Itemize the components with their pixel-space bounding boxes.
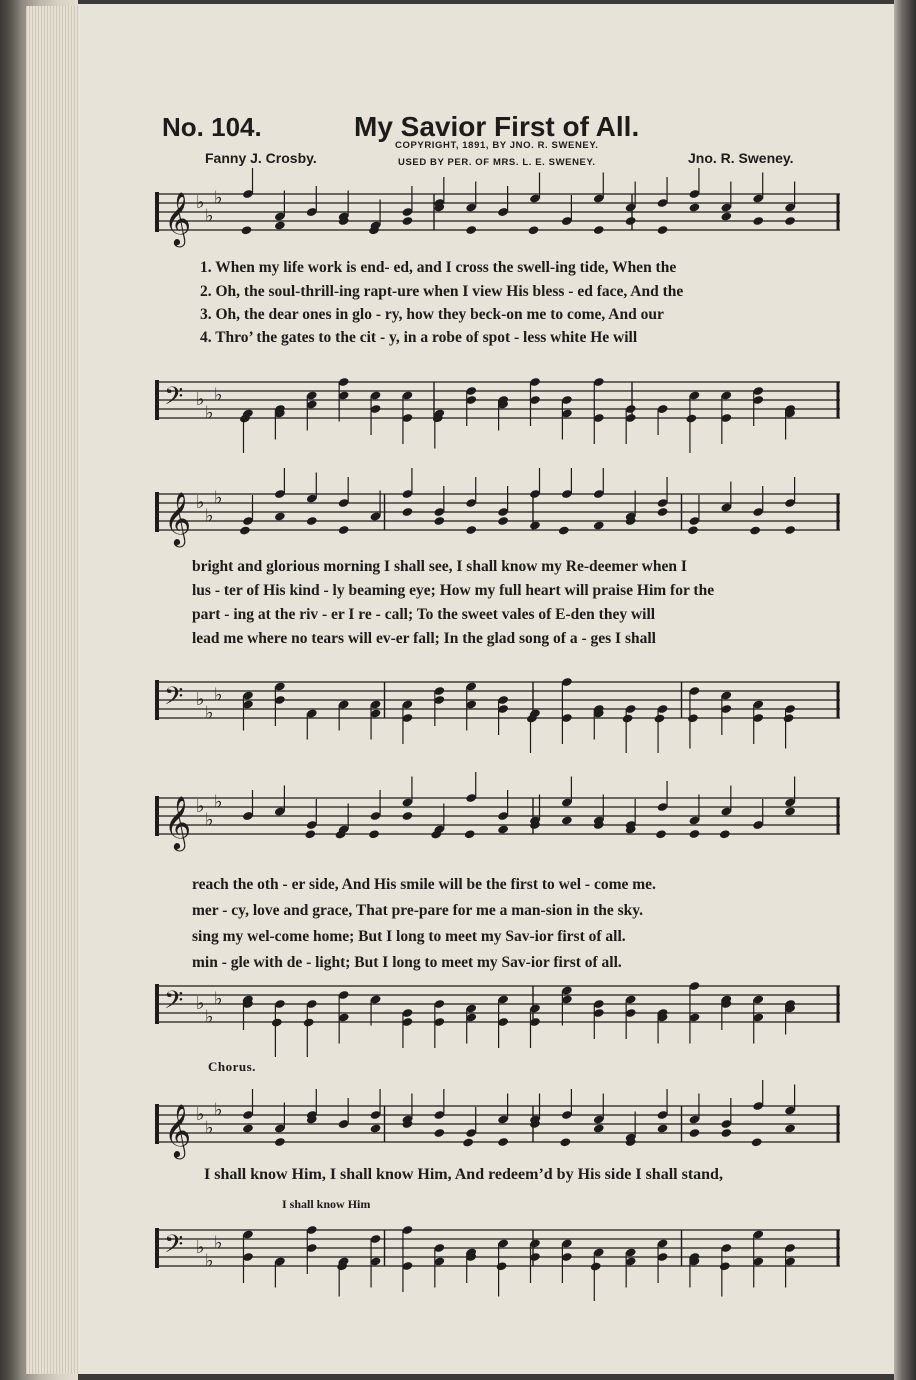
permission-line: USED BY PER. OF MRS. L. E. SWENEY. — [398, 157, 596, 168]
svg-text:♭: ♭ — [214, 1232, 223, 1254]
verse-3-line-a: 3. Oh, the dear ones in glo - ry, how they beck-on me to come, And our — [200, 306, 664, 323]
lyricist: Fanny J. Crosby. — [205, 150, 317, 166]
composer: Jno. R. Sweney. — [688, 150, 794, 166]
system-3-bass-staff — [156, 972, 840, 1052]
chorus-bass-staff — [156, 1216, 840, 1286]
svg-text:♭: ♭ — [196, 192, 205, 213]
verse-2-line-a: 2. Oh, the soul-thrill-ing rapt-ure when I view His bless - ed face, And the — [200, 283, 684, 300]
hymn-title: My Savior First of All. — [354, 111, 640, 142]
svg-text:♭: ♭ — [205, 1250, 214, 1272]
svg-text:♭: ♭ — [205, 505, 214, 527]
svg-text:♭: ♭ — [205, 809, 214, 831]
svg-text:♭: ♭ — [214, 487, 223, 509]
svg-text:♭: ♭ — [196, 1104, 205, 1125]
system-1-treble-staff — [156, 180, 840, 250]
verse-4-line-b: lead me where no tears will ev-er fall; In the glad song of a - ges I shall — [192, 630, 656, 647]
system-1-bass-staff — [156, 368, 840, 448]
verse-2-line-b: lus - ter of His kind - ly beaming eye; How my full heart will praise Him for the — [192, 582, 715, 599]
svg-text:♭: ♭ — [205, 402, 214, 424]
svg-text:𝄞: 𝄞 — [164, 795, 192, 849]
chorus-label: Chorus. — [208, 1059, 256, 1074]
book-right-edge — [894, 0, 916, 1380]
system-3-treble-staff — [156, 784, 840, 854]
svg-text:♭: ♭ — [196, 993, 205, 1014]
svg-text:♭: ♭ — [205, 1006, 214, 1028]
svg-text:𝄞: 𝄞 — [164, 491, 192, 545]
chorus-treble-staff — [156, 1092, 840, 1158]
copyright-line: COPYRIGHT, 1891, BY JNO. R. SWENEY. — [395, 140, 599, 151]
svg-text:♭: ♭ — [196, 796, 205, 817]
system-2-bass-staff — [156, 668, 840, 738]
svg-text:𝄢: 𝄢 — [164, 986, 184, 1021]
svg-text:𝄞: 𝄞 — [164, 191, 192, 245]
verse-1-line-c: reach the oth - er side, And His smile will be the first to wel - come me. — [192, 876, 656, 893]
svg-text:♭: ♭ — [196, 689, 205, 710]
svg-text:♭: ♭ — [205, 205, 214, 227]
svg-text:♭: ♭ — [196, 1237, 205, 1258]
verse-1-line-b: bright and glorious morning I shall see, I shall know my Re-deemer when I — [192, 558, 687, 575]
svg-text:𝄞: 𝄞 — [164, 1103, 192, 1157]
verse-1-line-a: 1. When my life work is end- ed, and I cross the swell-ing tide, When the — [200, 259, 677, 276]
svg-text:♭: ♭ — [214, 791, 223, 813]
svg-text:𝄢: 𝄢 — [164, 1230, 184, 1265]
verse-4-line-c: min - gle with de - light; But I long to meet my Sav-ior first of all. — [192, 954, 622, 971]
hymn-number: No. 104. — [162, 112, 262, 142]
svg-text:♭: ♭ — [196, 389, 205, 410]
system-2-treble-staff — [156, 480, 840, 550]
svg-text:𝄢: 𝄢 — [164, 382, 184, 417]
verse-4-line-a: 4. Thro’ the gates to the cit - y, in a robe of spot - less white He will — [200, 329, 638, 346]
svg-text:♭: ♭ — [214, 384, 223, 406]
svg-text:♭: ♭ — [214, 988, 223, 1010]
svg-text:𝄢: 𝄢 — [164, 682, 184, 717]
verse-3-line-b: part - ing at the riv - er I re - call; To the sweet vales of E-den they will — [192, 606, 656, 623]
verse-2-line-c: mer - cy, love and grace, That pre-pare for me a man-sion in the sky. — [192, 902, 644, 919]
svg-text:♭: ♭ — [196, 492, 205, 513]
verse-3-line-c: sing my wel-come home; But I long to meet my Sav-ior first of all. — [192, 928, 626, 945]
page-stack-edge — [26, 6, 82, 1374]
svg-text:♭: ♭ — [214, 684, 223, 706]
svg-text:♭: ♭ — [214, 1099, 223, 1121]
svg-text:♭: ♭ — [205, 1117, 214, 1139]
svg-text:♭: ♭ — [214, 187, 223, 209]
svg-text:♭: ♭ — [205, 702, 214, 724]
chorus-lyric: I shall know Him, I shall know Him, And redeem’d by His side I shall stand, — [204, 1166, 723, 1183]
chorus-bass-cue: I shall know Him — [282, 1197, 371, 1211]
